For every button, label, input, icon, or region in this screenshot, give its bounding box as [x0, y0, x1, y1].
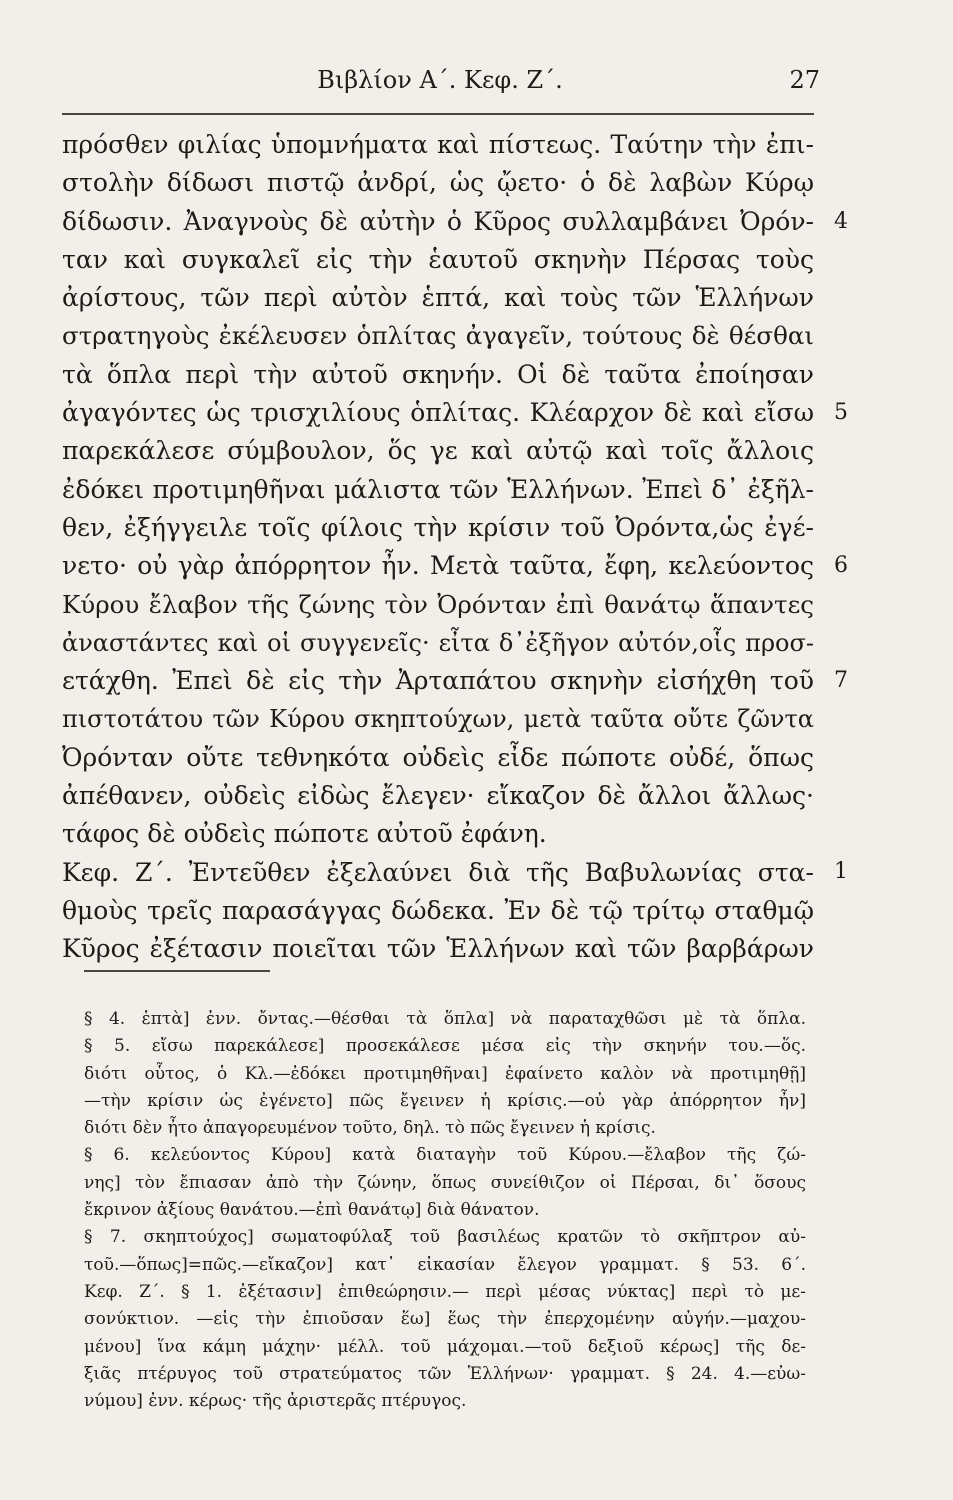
text-line: στολὴν δίδωσι πιστῷ ἀνδρί, ὡς ᾤετο· ὁ δὲ λαβὼν Κύρῳ	[62, 168, 814, 198]
text-line: πρόσθεν φιλίας ὑπομνήματα καὶ πίστεως. Ταύτην τὴν ἐπι-	[62, 130, 814, 159]
footnote-line: § 5. εἴσω παρεκάλεσε] προσεκάλεσε μέσα εἰς τὴν σκηνήν του.—ὅς.	[84, 1036, 806, 1057]
footnotes	[84, 1006, 806, 1415]
text-line: τάφος δὲ οὐδεὶς πώποτε αὐτοῦ ἐφάνη.	[62, 819, 547, 849]
section-number: 4	[834, 208, 848, 234]
text-line: Κῦρος ἐξέτασιν ποιεῖται τῶν Ἑλλήνων καὶ τῶν βαρβάρων	[62, 934, 814, 964]
text-line: ἀναστάντες καὶ οἱ συγγενεῖς· εἶτα δ᾽ἐξῆγον αὐτόν,οἷς προσ-	[62, 628, 814, 657]
footnote-line: § 4. ἑπτὰ] ἐνν. ὄντας.—θέσθαι τὰ ὅπλα] νὰ παραταχθῶσι μὲ τὰ ὅπλα.	[84, 1009, 806, 1029]
footnote-line: —τὴν κρίσιν ὡς ἐγένετο] πῶς ἔγεινεν ἡ κρίσις.—οὐ γὰρ ἀπόρρητον ἦν]	[84, 1090, 806, 1111]
header-rule	[62, 113, 814, 115]
section-number: 7	[834, 668, 848, 693]
footnote-rule	[84, 970, 270, 972]
footnote-line: μένου] ἵνα κάμη μάχην· μέλλ. τοῦ μάχομαι.—τοῦ δεξιοῦ κέρως] τῆς δε-	[84, 1336, 806, 1357]
text-line: στρατηγοὺς ἐκέλευσεν ὁπλίτας ἀγαγεῖν, τούτους δὲ θέσθαι	[62, 321, 814, 351]
footnote-line: ἔκρινον ἀξίους θανάτου.—ἐπὶ θανάτῳ] διὰ θάνατον.	[84, 1200, 540, 1221]
text-line: ἀπέθανεν, οὐδεὶς εἰδὼς ἔλεγεν· εἴκαζον δὲ ἄλλοι ἄλλως·	[62, 781, 814, 811]
text-line: ετάχθη. Ἐπεὶ δὲ εἰς τὴν Ἀρταπάτου σκηνὴν εἰσήχθη τοῦ	[62, 666, 814, 696]
footnote-line: νης] τὸν ἔπιασαν ἀπὸ τὴν ζώνην, ὅπως συνείθιζον οἱ Πέρσαι, δι᾽ ὅσους	[84, 1172, 806, 1193]
text-line: νετο· οὐ γὰρ ἀπόρρητον ἦν. Μετὰ ταῦτα, ἔφη, κελεύοντος	[62, 551, 814, 581]
text-line: πιστοτάτου τῶν Κύρου σκηπτούχων, μετὰ ταῦτα οὔτε ζῶντα	[62, 705, 814, 734]
text-line: παρεκάλεσε σύμβουλον, ὅς γε καὶ αὐτῷ καὶ τοῖς ἄλλοις	[62, 436, 814, 466]
footnote-line: νύμου] ἐνν. κέρως· τῆς ἀριστερᾶς πτέρυγος.	[84, 1391, 467, 1412]
footnote-line: § 6. κελεύοντος Κύρου] κατὰ διαταγὴν τοῦ Κύρου.—ἔλαβον τῆς ζώ-	[84, 1145, 806, 1166]
text-line: ἀρίστους, τῶν περὶ αὐτὸν ἑπτά, καὶ τοὺς τῶν Ἑλλήνων	[62, 283, 814, 313]
text-line: ἀγαγόντες ὡς τρισχιλίους ὁπλίτας. Κλέαρχον δὲ καὶ εἴσω	[62, 398, 814, 428]
running-title: Βιβλίον Α΄. Κεφ. Ζ΄.	[317, 66, 563, 94]
running-header	[60, 58, 820, 98]
text-line: θμοὺς τρεῖς παρασάγγας δώδεκα. Ἐν δὲ τῷ τρίτῳ σταθμῷ	[62, 895, 814, 925]
footnote-line: ξιᾶς πτέρυγος τοῦ στρατεύματος τῶν Ἑλλήνων· γραμματ. § 24. 4.—εὐω-	[84, 1363, 806, 1384]
page-number: 27	[789, 66, 820, 94]
chapter-start-line: Κεφ. Ζ΄. Ἐντεῦθεν ἐξελαύνει διὰ τῆς Βαβυλωνίας στα-	[62, 857, 814, 887]
text-line: ἐδόκει προτιμηθῆναι μάλιστα τῶν Ἑλλήνων. Ἐπεὶ δ᾽ ἐξῆλ-	[62, 474, 814, 504]
text-line: δίδωσιν. Ἀναγνοὺς δὲ αὐτὴν ὁ Κῦρος συλλαμβάνει Ὀρόν-	[62, 206, 814, 236]
footnote-line: σονύκτιον. —εἰς τὴν ἐπιοῦσαν ἕω] ἕως τὴν ἐπερχομένην αὐγήν.—μαχου-	[84, 1309, 806, 1330]
footnote-line: τοῦ.—ὅπως]=πῶς.—εἴκαζον] κατ᾽ εἰκασίαν ἔλεγον γραμματ. § 53. 6΄.	[84, 1254, 806, 1275]
text-line: Κύρου ἔλαβον τῆς ζώνης τὸν Ὀρόνταν ἐπὶ θανάτῳ ἅπαντες	[62, 589, 814, 619]
footnote-line: Κεφ. Ζ΄. § 1. ἐξέτασιν] ἐπιθεώρησιν.— περὶ μέσας νύκτας] περὶ τὸ με-	[84, 1281, 806, 1302]
footnote-line: διότι δὲν ἦτο ἀπαγορευμένον τοῦτο, δηλ. τὸ πῶς ἔγεινεν ἡ κρίσις.	[84, 1118, 656, 1139]
text-line: Ὀρόνταν οὔτε τεθνηκότα οὐδεὶς εἶδε πώποτε οὐδέ, ὅπως	[62, 742, 814, 772]
footnote-line: § 7. σκηπτούχος] σωματοφύλαξ τοῦ βασιλέως κρατῶν τὸ σκῆπτρον αὐ-	[84, 1227, 806, 1248]
text-line: ταν καὶ συγκαλεῖ εἰς τὴν ἑαυτοῦ σκηνὴν Πέρσας τοὺς	[62, 244, 814, 274]
main-text	[62, 126, 848, 969]
section-number: 1	[834, 859, 848, 884]
section-number: 5	[834, 400, 848, 425]
footnote-line: διότι οὗτος, ὁ Κλ.—ἐδόκει προτιμηθῆναι] ἐφαίνετο καλὸν νὰ προτιμηθῇ]	[84, 1063, 806, 1084]
section-number: 6	[834, 553, 848, 578]
text-line: θεν, ἐξήγγειλε τοῖς φίλοις τὴν κρίσιν τοῦ Ὀρόντα,ὡς ἐγέ-	[62, 512, 814, 542]
text-line: τὰ ὅπλα περὶ τὴν αὐτοῦ σκηνήν. Οἱ δὲ ταῦτα ἐποίησαν	[62, 359, 814, 389]
